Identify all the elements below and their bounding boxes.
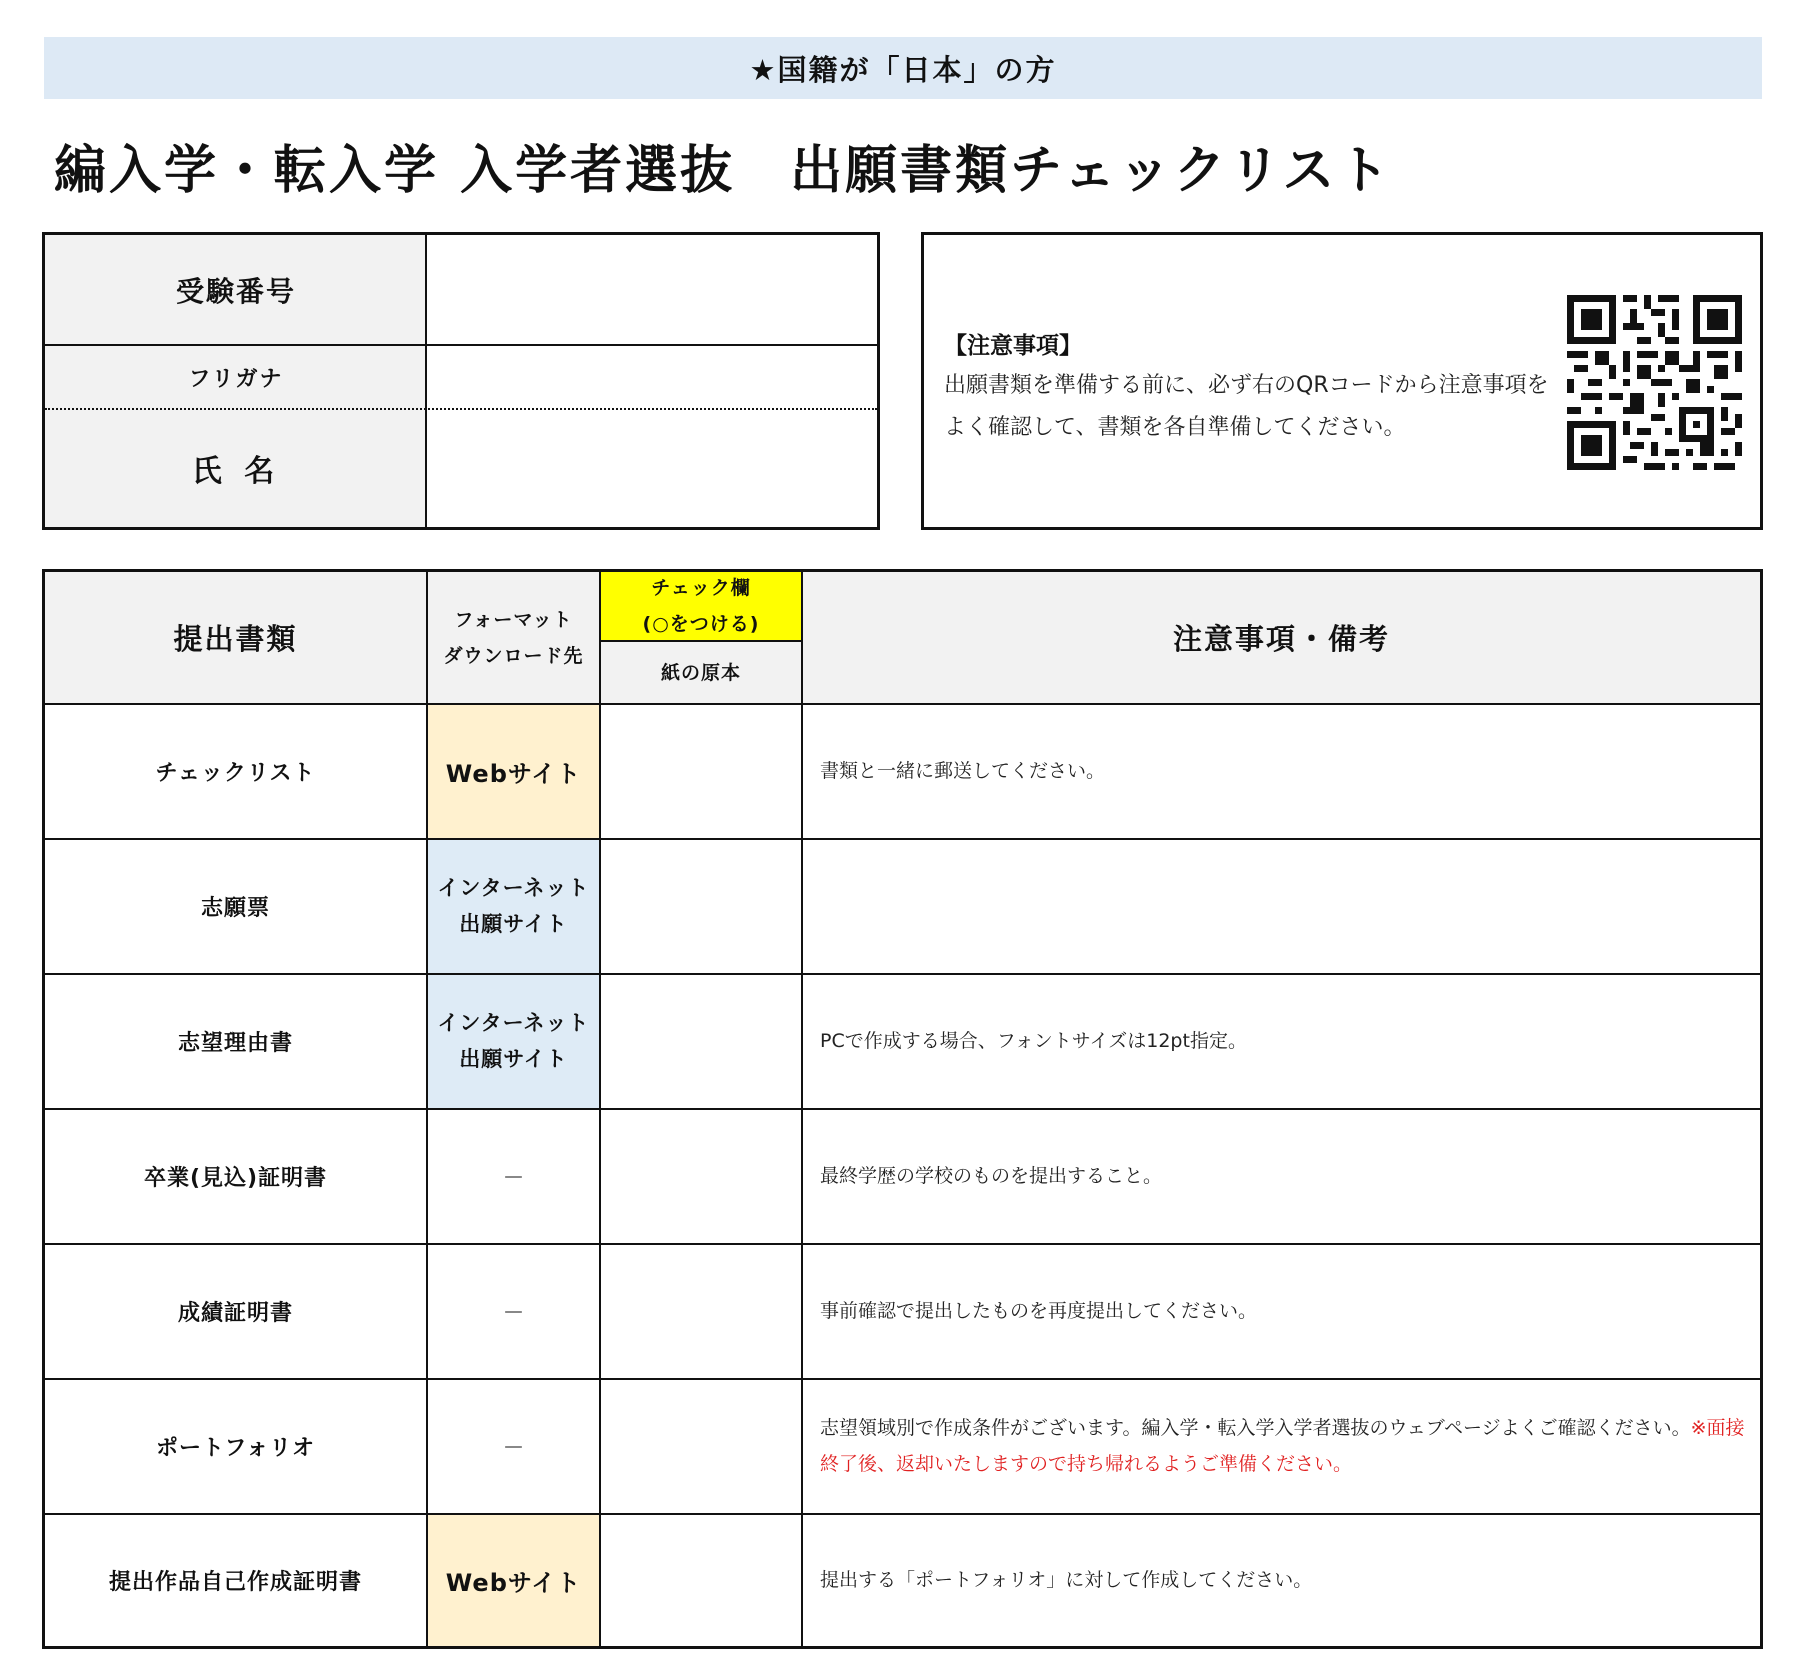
row-note-main: 志望領域別で作成条件がございます。編入学・転入学入学者選抜のウェブページよくご確認ください。 [820,1417,1691,1439]
applicant-info-box [42,232,880,530]
format-line1: インターネット [437,1011,590,1035]
format-none: － [502,1300,525,1326]
check-cell[interactable] [601,1379,801,1513]
format-link[interactable] [428,974,599,1108]
qr-code-icon[interactable] [1567,295,1742,470]
format-none: － [502,1435,525,1461]
row-note [803,974,1760,1108]
checklist-table [42,569,1763,1649]
header-check-line1: チェック欄 [651,577,751,599]
notice-box [921,232,1763,530]
row-note-text: 事前確認で提出したものを再度提出してください。 [820,1300,1258,1322]
row-note [803,1244,1760,1378]
furigana-field[interactable] [429,346,877,408]
row-document: 志願票 [200,895,270,921]
furigana-label: フリガナ [188,366,284,392]
name-field[interactable] [429,410,877,527]
row-note [803,1379,1760,1513]
row-note [803,704,1760,838]
row-document: チェックリスト [155,760,316,786]
format-link[interactable] [428,839,599,973]
row-document: 卒業(見込)証明書 [143,1165,328,1191]
format-none: － [502,1165,525,1191]
check-cell[interactable] [601,704,801,838]
row-note-text: 書類と一緒に郵送してください。 [820,760,1106,782]
header-notes: 注意事項・備考 [1172,622,1390,656]
header-format [428,572,599,703]
exam-number-field[interactable] [429,235,877,344]
row-note-text: 提出する「ポートフォリオ」に対して作成してください。 [820,1569,1313,1591]
page-title: 編入学・転入学 入学者選抜 出願書類チェックリスト [54,141,1393,201]
check-cell[interactable] [601,1109,801,1243]
row-note [803,839,1760,973]
row-note-warning: ※面接終了後、返却いたしますので持ち帰れるようご準備ください。 [820,1417,1745,1475]
format-link[interactable]: Webサイト [445,759,582,788]
format-link[interactable]: Webサイト [445,1568,582,1597]
header-check [601,572,801,640]
check-cell[interactable] [601,839,801,973]
row-note [803,1514,1760,1646]
row-note-text: 最終学歴の学校のものを提出すること。 [820,1165,1163,1187]
name-label: 氏 名 [191,454,281,489]
notice-text: 出願書類を準備する前に、必ず右のQRコードから注意事項をよく確認して、書類を各自準備してください。 [944,373,1549,440]
row-document: ポートフォリオ [155,1435,316,1461]
header-check-paper-original: 紙の原本 [660,661,741,684]
nationality-banner: ★国籍が「日本」の方 [44,37,1762,99]
check-cell[interactable] [601,1244,801,1378]
header-format-line2: ダウンロード先 [443,644,584,667]
check-cell[interactable] [601,1514,801,1646]
row-note [803,1109,1760,1243]
row-document: 提出作品自己作成証明書 [108,1569,362,1595]
row-note-text [820,1410,1746,1482]
header-format-line1: フォーマット [454,608,573,631]
format-line1: インターネット [437,876,590,900]
format-line2: 出願サイト [459,912,568,936]
header-check-line2: (○をつける) [642,613,760,635]
exam-number-label: 受験番号 [175,275,296,308]
check-cell[interactable] [601,974,801,1108]
row-note-text: PCで作成する場合、フォントサイズは12pt指定。 [820,1030,1247,1052]
format-line2: 出願サイト [459,1047,568,1071]
header-document: 提出書類 [173,622,298,656]
notice-heading: 【注意事項】 [944,333,1082,359]
row-document: 成績証明書 [177,1300,293,1326]
row-document: 志望理由書 [177,1030,293,1056]
